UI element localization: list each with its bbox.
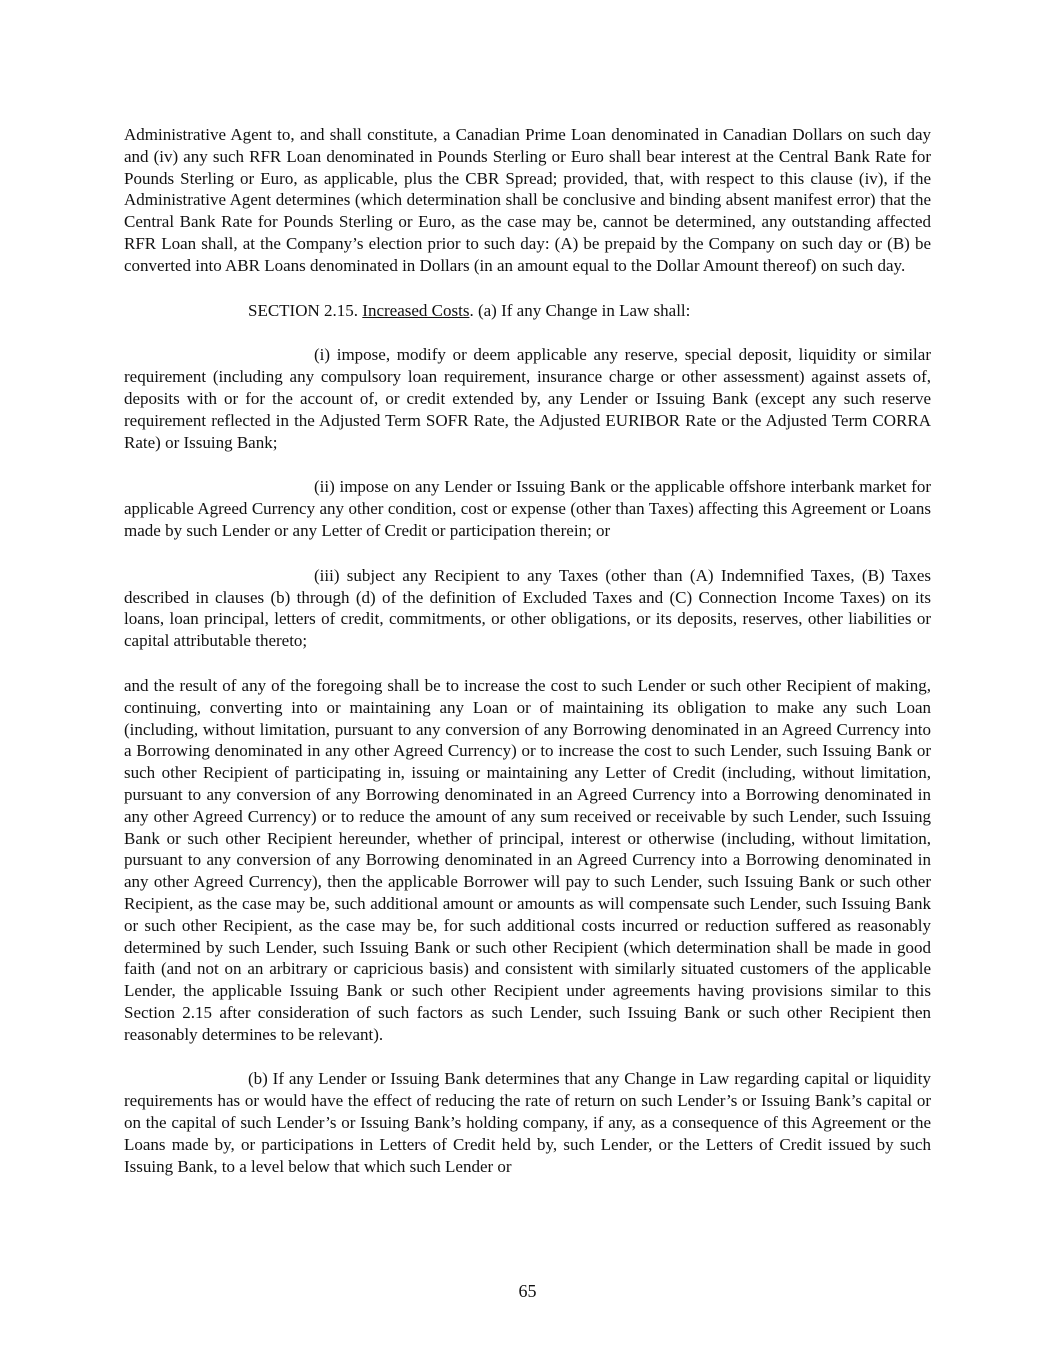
paragraph-b: (b) If any Lender or Issuing Bank determines that any Change in Law regarding capital or liquidity requirements has or would have the effect of reducing the rate of return on such Lender’s or Issuing Bank’s capital or on the capital of such Lender’s or Issuing Bank’s holding company, if any, as a consequence of this Agreement or the Loans made by, or participations in Letters of Credit held by, such Lender, or the Letters of Credit issued by such Issuing Bank, to a level below that which such Lender or xyxy=(124,1069,931,1176)
clause-ii: (ii) impose on any Lender or Issuing Bank or the applicable offshore interbank market for applicable Agreed Currency any other condition, cost or expense (other than Taxes) affecting this Agreement or Loans made by such Lender or any Letter of Credit or participation therein; or xyxy=(124,477,931,540)
section-label: SECTION 2.15. xyxy=(248,300,359,320)
section-title: Increased Costs xyxy=(362,300,470,320)
section-intro: . (a) If any Change in Law shall: xyxy=(469,300,691,320)
document-page xyxy=(124,124,931,1177)
paragraph-result: and the result of any of the foregoing shall be to increase the cost to such Lender or such other Recipient of making, continuing, converting into or maintaining any Loan or of maintaining its obligation to make any such Loan (including, without limitation, pursuant to any conversion of any Borrowing denominated in an Agreed Currency into a Borrowing denominated in any other Agreed Currency) or to increase the cost to such Lender, such Issuing Bank or such other Recipient of participating in, issuing or maintaining any Letter of Credit (including, without limitation, pursuant to any conversion of any Borrowing denominated in an Agreed Currency into a Borrowing denominated in any other Agreed Currency) or to reduce the amount of any sum received or receivable by such Lender, such Issuing Bank or such other Recipient hereunder, whether of principal, interest or otherwise (including, without limitation, pursuant to any conversion of any Borrowing denominated in an Agreed Currency into a Borrowing denominated in any other Agreed Currency), then the applicable Borrower will pay to such Lender, such Issuing Bank or such other Recipient, as the case may be, such additional amount or amounts as will compensate such Lender, such Issuing Bank or such other Recipient, as the case may be, for such additional costs incurred or reduction suffered as reasonably determined by such Lender, such Issuing Bank or such other Recipient (which determination shall be made in good faith (and not on an arbitrary or capricious basis) and consistent with similarly situated customers of the applicable Lender, the applicable Issuing Bank or such other Recipient under agreements having provisions similar to this Section 2.15 after consideration of such factors as such Lender, such Issuing Bank or such other Recipient then reasonably determines to be relevant). xyxy=(124,675,931,1044)
paragraph-continuation: Administrative Agent to, and shall constitute, a Canadian Prime Loan denominated in Canadian Dollars on such day and (iv) any such RFR Loan denominated in Pounds Sterling or Euro shall bear interest at the Central Bank Rate for Pounds Sterling or Euro, as applicable, plus the CBR Spread; provided, that, with respect to this clause (iv), if the Administrative Agent determines (which determination shall be conclusive and binding absent manifest error) that the Central Bank Rate for Pounds Sterling or Euro, as the case may be, cannot be determined, any outstanding affected RFR Loan shall, at the Company’s election prior to such day: (A) be prepaid by the Company on such day or (B) be converted into ABR Loans denominated in Dollars (in an amount equal to the Dollar Amount thereof) on such day. xyxy=(124,125,931,275)
clause-i: (i) impose, modify or deem applicable any reserve, special deposit, liquidity or similar requirement (including any compulsory loan requirement, insurance charge or other assessment) against assets of, deposits with or for the account of, or credit extended by, any Lender or Issuing Bank (except any such reserve requirement reflected in the Adjusted Term SOFR Rate, the Adjusted EURIBOR Rate or the Adjusted Term CORRA Rate) or Issuing Bank; xyxy=(124,345,931,452)
section-heading xyxy=(124,300,931,322)
clause-iii: (iii) subject any Recipient to any Taxes (other than (A) Indemnified Taxes, (B) Taxes described in clauses (b) through (d) of the definition of Excluded Taxes and (C) Connection Income Taxes) on its loans, loan principal, letters of credit, commitments, or other obligations, or its deposits, reserves, other liabilities or capital attributable thereto; xyxy=(124,565,931,651)
page-number: 65 xyxy=(518,1281,537,1301)
